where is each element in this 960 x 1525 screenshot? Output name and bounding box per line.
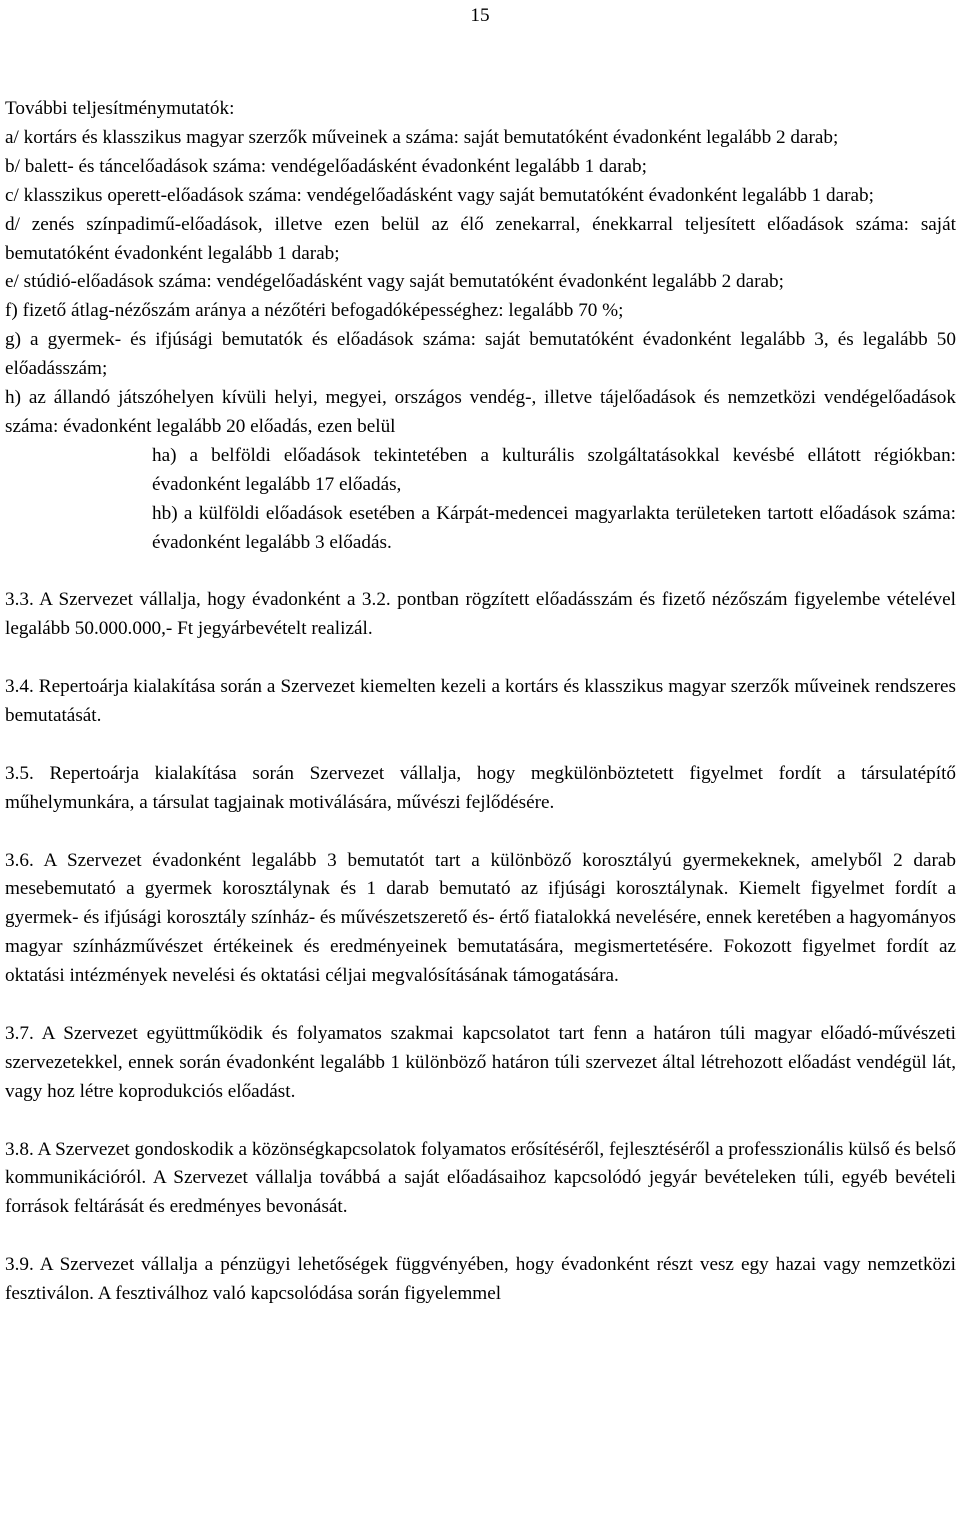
- section-3-6: 3.6. A Szervezet évadonként legalább 3 bemutatót tart a különböző korosztályú gyermekeknek, amelyből 2 darab mesebemutató a gyermek korosztálynak és 1 darab bemutató az ifjúsági korosztálynak. Kiemelt figyelmet fordít a gyermek- és ifjúsági korosztály színház- és művészetszerető és- értő fiatalokká nevelésére, ennek keretében a hagyományos magyar színházművészet értékeinek és eredményeinek bemutatására, megismertetésére. Fokozott figyelmet fordít az oktatási intézmények nevelési és oktatási céljai megvalósításának támogatására.: [5, 849, 956, 987]
- list-item-g: g) a gyermek- és ifjúsági bemutatók és előadások száma: saját bemutatóként évadonként legalább 3, és legalább 50 előadásszám;: [5, 329, 956, 380]
- intro-label: További teljesítménymutatók:: [5, 98, 235, 119]
- sub-item-ha: ha) a belföldi előadások tekintetében a kulturális szolgáltatásokkal kevésbé ellátott régiókban: évadonként legalább 17 előadás,: [152, 444, 956, 495]
- list-item-h: h) az állandó játszóhelyen kívüli helyi, megyei, országos vendég-, illetve tájelőadások és nemzetközi vendégelőadások száma: évadonként legalább 20 előadás, ezen belül: [5, 387, 956, 437]
- section-3-5: 3.5. Repertoárja kialakítása során Szervezet vállalja, hogy megkülönböztetett figyelmet fordít a társulatépítő műhelymunkára, a társulat tagjainak motiválására, művészi fejlődésére.: [5, 762, 956, 813]
- list-item-d: d/ zenés színpadimű-előadások, illetve ezen belül az élő zenekarral, énekkarral teljesített előadások száma: saját bemutatóként évadonként legalább 1 darab;: [5, 213, 956, 264]
- list-item-f: f) fizető átlag-nézőszám aránya a nézőtéri befogadóképességhez: legalább 70 %;: [5, 300, 624, 322]
- section-3-4: 3.4. Repertoárja kialakítása során a Szervezet kiemelten kezeli a kortárs és klasszikus magyar szerzők műveinek rendszeres bemutatását.: [5, 676, 956, 726]
- list-item-e: e/ stúdió-előadások száma: vendégelőadásként vagy saját bemutatóként évadonként legalább 2 darab;: [5, 271, 784, 293]
- page-number: 15: [470, 5, 490, 26]
- list-item-b: b/ balett- és táncelőadások száma: vendégelőadásként évadonként legalább 1 darab;: [5, 155, 647, 177]
- list-item-a: a/ kortárs és klasszikus magyar szerzők műveinek a száma: saját bemutatóként évadonként legalább 2 darab;: [5, 126, 839, 148]
- sub-item-hb: hb) a külföldi előadások esetében a Kárpát-medencei magyarlakta területeken tartott előadások száma: évadonként legalább 3 előadás.: [152, 502, 956, 553]
- section-3-8: 3.8. A Szervezet gondoskodik a közönségkapcsolatok folyamatos erősítéséről, fejlesztéséről a professzionális külső és belső kommunikációról. A Szervezet vállalja továbbá a saját előadásaihoz kapcsolódó jegyár bevételeken túli, egyéb bevételi források feltárását és eredményes bevonását.: [5, 1138, 956, 1218]
- document-body: [5, 95, 956, 1309]
- section-3-9: 3.9. A Szervezet vállalja a pénzügyi lehetőségek függvényében, hogy évadonként részt vesz egy hazai vagy nemzetközi fesztiválon. A fesztiválhoz való kapcsolódása során figyelemmel: [5, 1254, 956, 1305]
- section-3-3: 3.3. A Szervezet vállalja, hogy évadonként a 3.2. pontban rögzített előadásszám és fizető nézőszám figyelembe vételével legalább 50.000.000,- Ft jegyárbevételt realizál.: [5, 589, 956, 640]
- section-3-7: 3.7. A Szervezet együttműködik és folyamatos szakmai kapcsolatot tart fenn a határon túli magyar előadó-művészeti szervezetekkel, ennek során évadonként legalább 1 különböző határon túli szervezet által létrehozott előadást vendégül lát, vagy hoz létre koprodukciós előadást.: [5, 1022, 956, 1102]
- list-item-c: c/ klasszikus operett-előadások száma: vendégelőadásként vagy saját bemutatóként évadonként legalább 1 darab;: [5, 184, 874, 206]
